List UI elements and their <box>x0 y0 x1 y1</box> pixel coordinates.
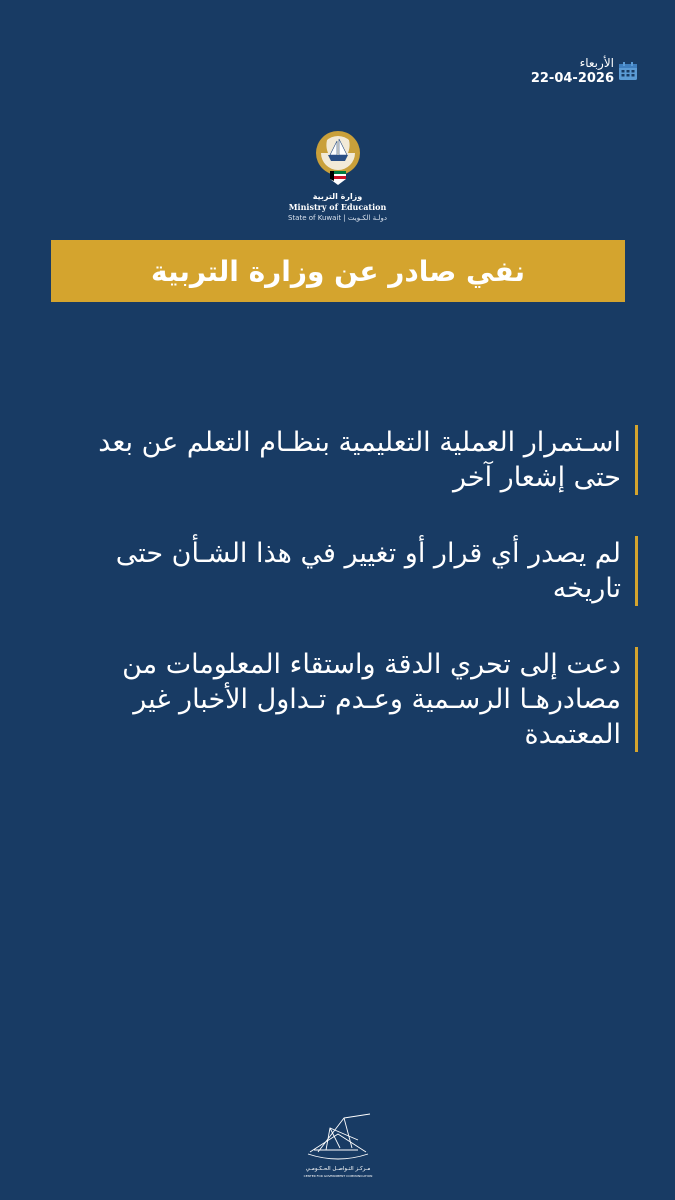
state-line <box>0 213 675 223</box>
date-value: 22-04-2026 <box>530 71 614 86</box>
title-banner <box>51 240 625 302</box>
kuwait-emblem-icon <box>308 127 368 189</box>
state-ar: دولـة الكـويت <box>347 214 388 222</box>
ministry-name-en: Ministry of Education <box>288 202 387 212</box>
state-en: State of Kuwait <box>287 214 342 222</box>
date-day: الأربعاء <box>579 56 614 70</box>
calendar-icon <box>618 61 638 81</box>
banner-title: نفي صادر عن وزارة التربية <box>150 254 526 288</box>
statement-point: اسـتمرار العملية التعليمية بنظـام التعلم عن بعد حتى إشعار آخر <box>44 425 638 495</box>
ministry-name-ar: وزارة التربية <box>312 192 363 201</box>
date-block <box>531 56 614 87</box>
statement-points <box>44 425 638 793</box>
statement-point: لم يصدر أي قرار أو تغيير في هذا الشـأن حتى تاريخه <box>44 536 638 606</box>
footer-name-en: CENTER FOR GOVERNMENT COMMUNICATION <box>303 1174 373 1178</box>
statement-point: دعت إلى تحري الدقة واستقاء المعلومات من مصادرهـا الرسـمية وعـدم تـداول الأخبار غير المعتمدة <box>44 647 638 752</box>
ministry-logo <box>0 127 675 223</box>
footer-name-ar: مـركـز التـواصـل الحـكـومـي <box>305 1166 371 1172</box>
state-divider: | <box>343 214 348 222</box>
government-communication-center-logo-icon <box>300 1110 376 1180</box>
